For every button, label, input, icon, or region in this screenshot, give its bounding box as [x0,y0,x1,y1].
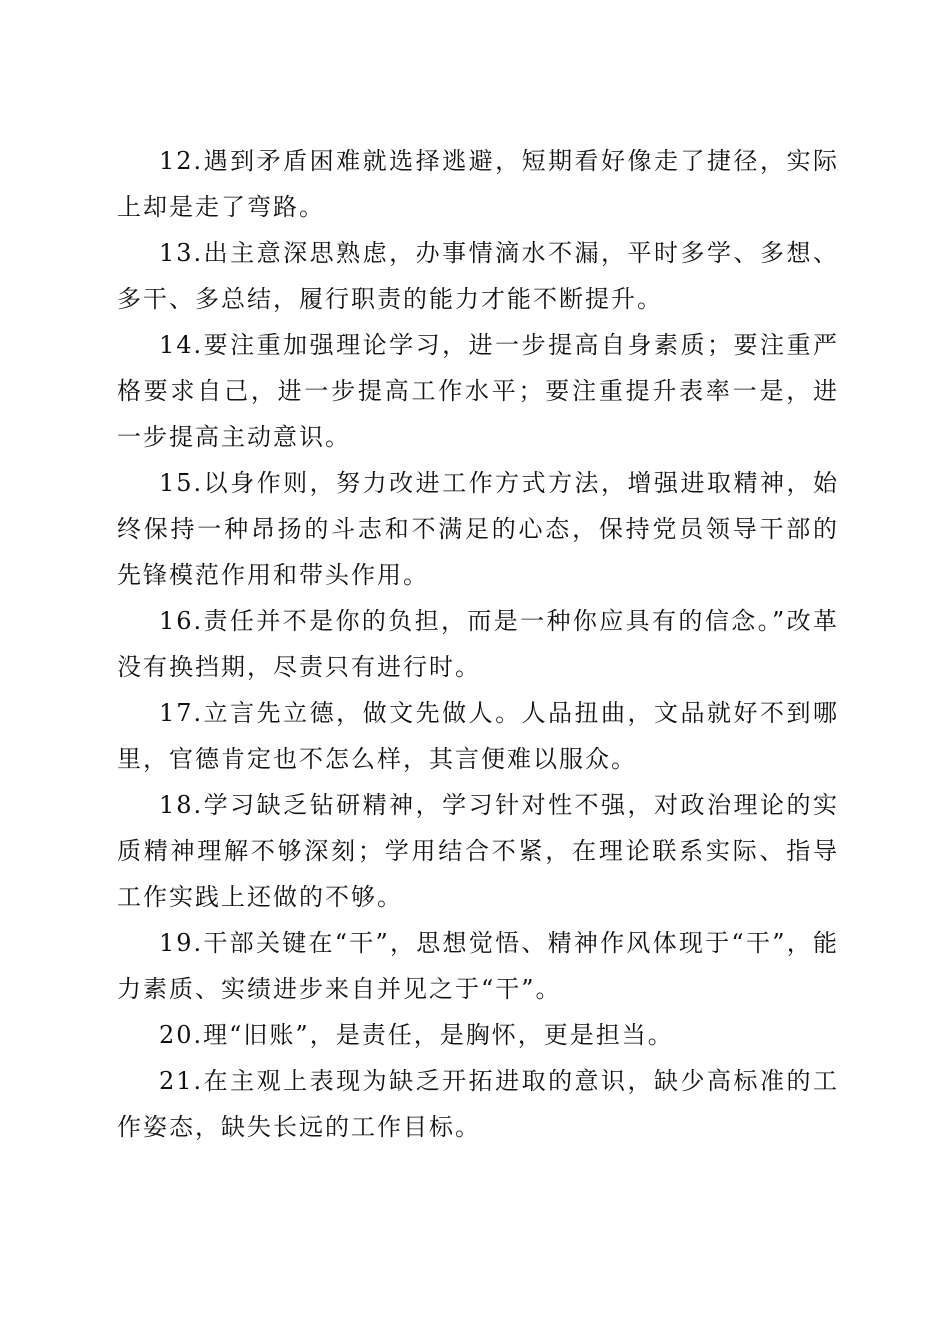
document-body [117,138,839,1150]
paragraph-13: 13.出主意深思熟虑，办事情滴水不漏，平时多学、多想、多干、多总结，履行职责的能力才能不断提升。 [117,239,839,313]
paragraph-20: 20.理“旧账”，是责任，是胸怀，更是担当。 [159,1021,674,1049]
paragraph-18: 18.学习缺乏钻研精神，学习针对性不强，对政治理论的实质精神理解不够深刻；学用结合不紧，在理论联系实际、指导工作实践上还做的不够。 [117,791,839,911]
paragraph-14: 14.要注重加强理论学习，进一步提高自身素质；要注重严格要求自己，进一步提高工作水平；要注重提升表率一是，进一步提高主动意识。 [117,331,839,451]
paragraph-19: 19.干部关键在“干”，思想觉悟、精神作风体现于“干”，能力素质、实绩进步来自并见之于“干”。 [117,929,839,1003]
paragraph-17: 17.立言先立德，做文先做人。人品扭曲，文品就好不到哪里，官德肯定也不怎么样，其言便难以服众。 [117,699,839,773]
paragraph-12: 12.遇到矛盾困难就选择逃避，短期看好像走了捷径，实际上却是走了弯路。 [117,147,839,221]
paragraph-16: 16.责任并不是你的负担，而是一种你应具有的信念。”改革没有换挡期，尽责只有进行时。 [117,607,839,681]
paragraph-21: 21.在主观上表现为缺乏开拓进取的意识，缺少高标准的工作姿态，缺失长远的工作目标。 [117,1067,839,1141]
paragraph-15: 15.以身作则，努力改进工作方式方法，增强进取精神，始终保持一种昂扬的斗志和不满足的心态，保持党员领导干部的先锋模范作用和带头作用。 [117,469,839,589]
